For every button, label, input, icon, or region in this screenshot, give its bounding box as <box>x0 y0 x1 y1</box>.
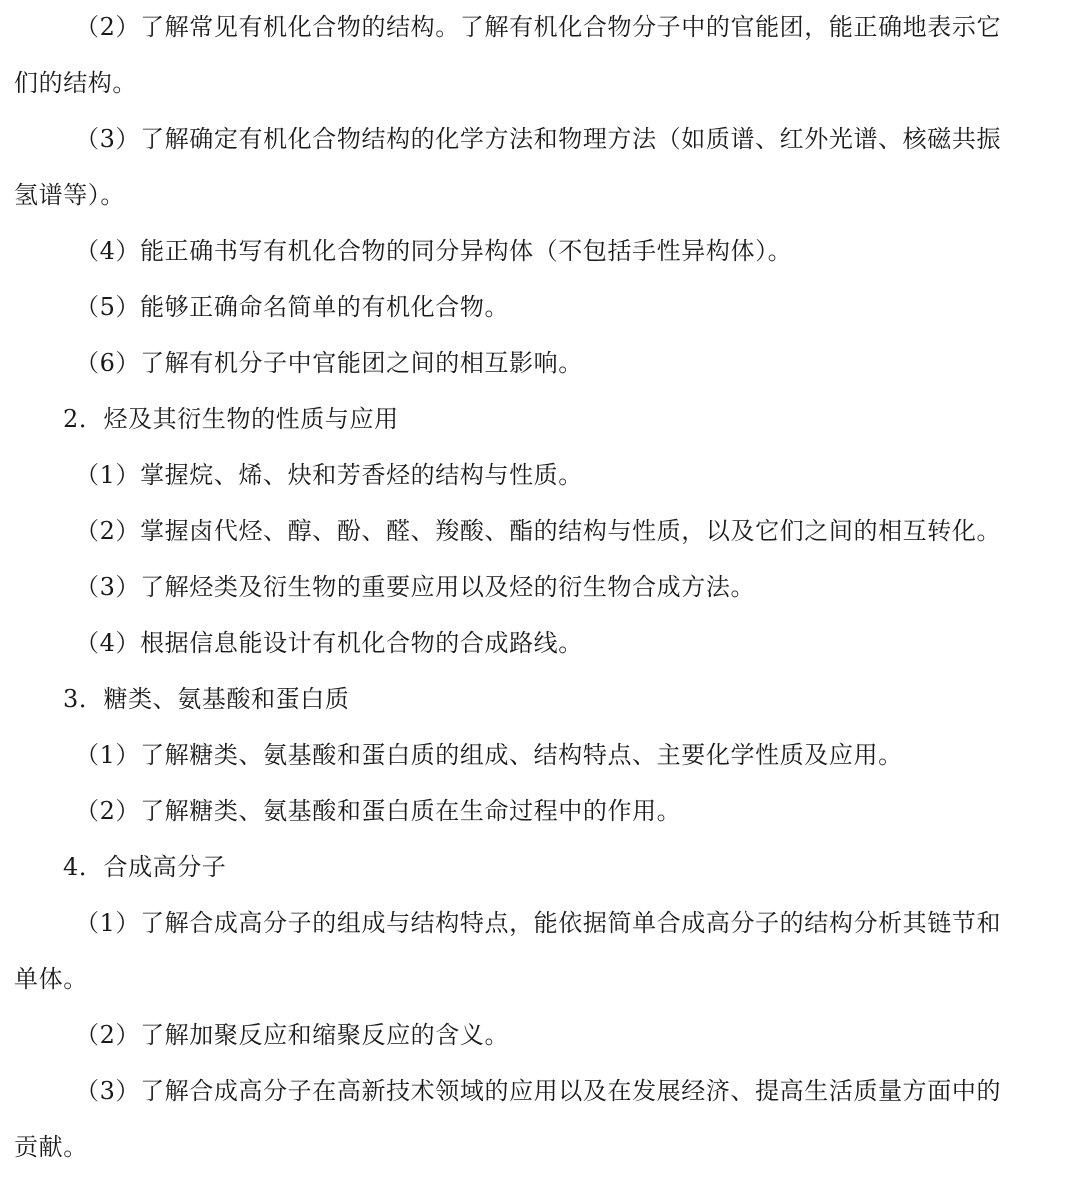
item-2-3-line-2: 氢谱等）。 <box>14 181 125 209</box>
item-4-2: （2）了解糖类、氨基酸和蛋白质在生命过程中的作用。 <box>75 797 682 825</box>
item-2-2-line-1: （2）了解常见有机化合物的结构。了解有机化合物分子中的官能团，能正确地表示它 <box>75 13 1002 41</box>
item-3-4: （4）根据信息能设计有机化合物的合成路线。 <box>75 629 583 657</box>
item-5-1-line-2: 单体。 <box>14 965 88 993</box>
item-2-3-line-1: （3）了解确定有机化合物结构的化学方法和物理方法（如质谱、红外光谱、核磁共振 <box>75 125 1002 153</box>
item-2-5: （5）能够正确命名简单的有机化合物。 <box>75 293 510 321</box>
item-5-1-line-1: （1）了解合成高分子的组成与结构特点，能依据简单合成高分子的结构分析其链节和 <box>75 909 1002 937</box>
item-3-3: （3）了解烃类及衍生物的重要应用以及烃的衍生物合成方法。 <box>75 573 756 601</box>
item-3-1: （1）掌握烷、烯、炔和芳香烃的结构与性质。 <box>75 461 583 489</box>
item-5-3-line-1: （3）了解合成高分子在高新技术领域的应用以及在发展经济、提高生活质量方面中的 <box>75 1077 1002 1105</box>
item-3-2: （2）掌握卤代烃、醇、酚、醛、羧酸、酯的结构与性质，以及它们之间的相互转化。 <box>75 517 1002 545</box>
item-4-1: （1）了解糖类、氨基酸和蛋白质的组成、结构特点、主要化学性质及应用。 <box>75 741 903 769</box>
item-2-6: （6）了解有机分子中官能团之间的相互影响。 <box>75 349 583 377</box>
item-5-2: （2）了解加聚反应和缩聚反应的含义。 <box>75 1021 510 1049</box>
item-5-3-line-2: 贡献。 <box>14 1133 88 1161</box>
section-heading-2: 2．烃及其衍生物的性质与应用 <box>63 405 399 433</box>
section-heading-3: 3．糖类、氨基酸和蛋白质 <box>63 685 350 713</box>
item-2-4: （4）能正确书写有机化合物的同分异构体（不包括手性异构体）。 <box>75 237 793 265</box>
item-2-2-line-2: 们的结构。 <box>14 69 137 97</box>
section-heading-4: 4．合成高分子 <box>63 853 227 881</box>
